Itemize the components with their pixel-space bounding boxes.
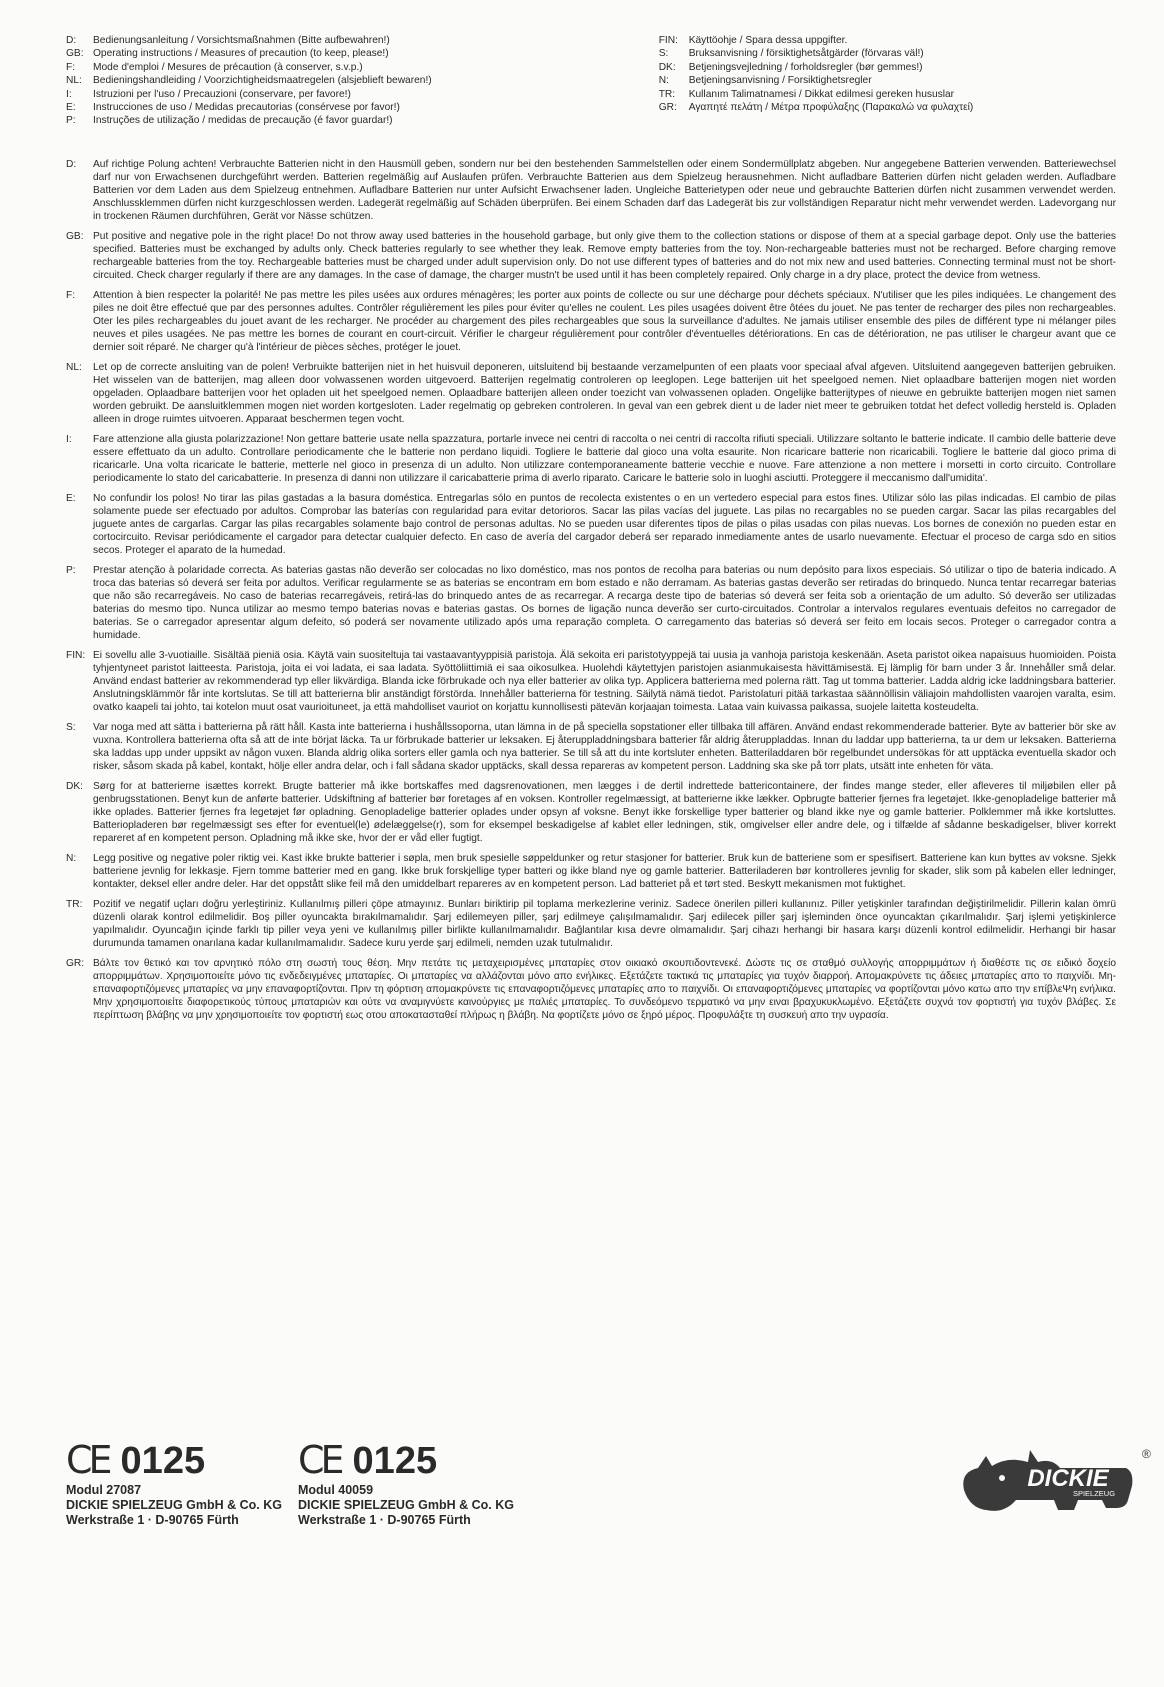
section-it [66,433,1116,485]
section-se [66,721,1116,773]
language-code: P: [66,115,76,127]
language-code: FIN: [658,35,678,46]
section-text: Auf richtige Polung achten! Verbrauchte Batterien nicht in den Hausmüll geben, sondern nur bei den bestehenden Sammelstellen oder einem Sondermüllplatz abgeben. Nur angegebene Batterien verwenden. Batteriewechsel darf nur von Erwachsenen durchgeführt werden. Batterien regelmäßig auf Auslaufen prüfen. Verbrauchte Batterien aus dem Spielzeug herausnehmen. Nicht aufladbare Batterien dürfen nicht geladen werden. Aufladbare Batterien vor dem Laden aus dem Spielzeug entnehmen. Aufladbare Batterien nur unter Aufsicht Erwachsener laden. Ungleiche Batterietypen oder neue und gebrauchte Batterien dürfen nicht zusammen verwendet werden. Anschlussklemmen dürfen nicht kurzgeschlossen werden. Ladegerät regelmäßig auf Schäden überprüfen. Bei einem Schaden darf das Ladegerät bis zur vollständigen Reparatur nicht mehr verwendet werden. Ladevorgang nur in trockenen Räumen durchführen, Gerät vor Nässe schützen. [93,159,1116,222]
section-code: FIN: [66,650,86,661]
language-code: D: [66,35,77,46]
section-text: No confundir los polos! No tirar las pilas gastadas a la basura doméstica. Entregarlas sólo en puntos de recolecta existentes o en un vertedero especial para estos fines. Utilizar sólo las pilas indicadas. El cambio de pilas solamente puede ser efectuado por adultos. Comprobar las baterías con regularidad para evitar detorioros. Sacar las pilas vacías del juguete. Las pilas no recargables no se pueden cargar. Sacar las pilas recargables del juguete antes de cargarlas. Cargar las pilas recargables solamente bajo control de personas adultas. No se pueden usar diferentes tipos de pilas o pilas usadas con pilas nuevas. Los bornes de conexión no pueden estar en cortocircuito. Revisar periódicamente el cargador para detectar cualquier defecto. En caso de avería del cargador deberá ser reparado inmediamente antes de usarlo nuevamente. Efectuar el proceso de carga sdo en sitios secos. Proteger el aparato de la humedad. [93,493,1116,556]
language-list-left [66,34,591,128]
header-title: Istruzioni per l'uso / Precauzioni (conservare, per favore!) [93,88,351,100]
language-code: S: [658,48,669,60]
header-title: Αγαπητέ πελάτη / Μέτρα προφύλαξης (Παρακαλώ να φυλαχτεί) [688,102,974,114]
logo-word: DICKIE [1027,1465,1109,1492]
header-row [66,101,591,114]
header-title: Instrucciones de uso / Medidas precautorias (consérvese por favor!) [93,102,400,114]
section-gr [66,957,1116,1022]
language-header [66,34,1124,128]
language-code: GB: [66,48,84,60]
footer [66,1438,1151,1558]
section-code: S: [66,722,76,733]
section-fr [66,289,1116,354]
section-nl [66,361,1116,426]
section-text: Var noga med att sätta i batterierna på rätt håll. Kasta inte batterierna i hushållssoporna, utan lämna in de på speciella sopstationer eller tillbaka till affären. Använd endast rekommenderade batterier. Byte av batterier bör ske av vuxna. Kontrollera batterierna ofta så att de inte börjat läcka. Ta ur förbrukade batterier ur leksaken. Ej återuppladdningsbara batterier får aldrig återuppladdas. Innan du laddar upp batterierna, ta ur dem ur leksaken. Batterierna ska laddas upp under uppsikt av någon vuxen. Blanda aldrig olika sorters eller gamla och nya batterier. Se till så att du inte kortsluter enheten. Batteriladdaren bör regelbundet undersökas för att upptäcka eventuella skador och risker, såsom skada på kabel, kontakt, hölje eller andra delar, och i fall sådana skador upptäcks, skall dessa repareras av kompetent person. Laddning ska ske på torr plats, utsätt inte enheten för väta. [93,722,1116,772]
section-code: GR: [66,958,85,969]
section-text: Pozitif ve negatif uçları doğru yerleştiriniz. Kullanılmış pilleri çöpe atmayınız. Bunları biriktirip pil toplama merkezlerine veriniz. Sadece önerilen pilleri kullanınız. Piller yetişkinler tarafından değiştirilmelidir. Pillerin kalan ömrü düzenli olarak kontrol edilmelidir. Boş piller oyuncakta bırakılmamalıdır. Şarj edilemeyen piller, şarj edilmeye çalışılmamalıdır. Şarj edilecek piller şarj işleminden önce oyuncaktan çıkarılmalıdır. Şarj işlemi yetişkinlerce yapılmalıdır. Oyuncağın içinde farklı tip piller veya yeni ve kullanılmış piller birlikte kullanılmamalıdır. Bağlantılar kısa devre olmamalıdır. Şarj cihazı herhangi bir hasara karşı düzenli kontrol edilmelidir. Herhangi bir hasar durumunda tamamen onarılana kadar kullanılmamalıdır. Sadece kuru yerde şarj edilmeli, nemden uzak tutulmalıdır. [93,899,1116,949]
modul-number: Modul 40059 [298,1483,374,1497]
header-title: Betjeningsvejledning / forholdsregler (bør gemmes!) [688,61,923,73]
section-es [66,492,1116,557]
section-code: GB: [66,231,84,242]
header-title: Bruksanvisning / försiktighetsåtgärder (förvaras väl!) [688,48,924,60]
section-dk [66,780,1116,845]
ce-line [298,1438,538,1483]
company-address: Werkstraße 1 · D-90765 Fürth [66,1513,239,1527]
section-code: E: [66,493,76,504]
instructions-body [66,158,1116,1029]
header-row [659,47,1124,60]
certification-block [298,1438,538,1528]
language-code: F: [66,61,76,73]
section-text: Fare attenzione alla giusta polarizzazione! Non gettare batterie usate nella spazzatura, portarle invece nei centri di raccolta o nei centri di raccolta rifiuti speciali. Utilizzare soltanto le batterie indicate. Il cambio delle batterie deve essere effettuato da un adulto. Controllare periodicamente che le batterie non perdano liquidi. Togliere le batterie dal gioco una volta esaurite. Non ricaricare batterie non ricaricabili. Togliere le batterie dal gioco prima di ricaricarle. Una volta ricaricate le batterie, metterle nel gioco in presenza di un adulto. Non utilizzare contemporaneamente batterie vecchie e nuove. Fare attenzione a non mettere i morsetti in corto circuito. Controllare periodicamente lo stato del caricabatterie. In presenza di danni non utilizzare il caricabatterie prima di averlo riparato. Caricare le batterie solo in luoghi asciutti. Proteggere il meccanismo dall'umidita'. [93,434,1116,484]
language-list-right [659,34,1124,128]
section-no [66,852,1116,891]
header-row [66,74,591,87]
ce-line [66,1438,306,1483]
notified-body-number: 0125 [352,1440,438,1482]
section-code: F: [66,290,76,301]
section-text: Put positive and negative pole in the right place! Do not throw away used batteries in the household garbage, but only give them to the collection stations or dispose of them at a special garbage depot. Only use the batteries specified. Batteries must be exchanged by adults only. Check batteries regularly to see whether they leak. Remove empty batteries from the toy. Non-rechargeable batteries must not be recharged. Before charging remove rechargeable batteries from the toy. Rechargeable batteries must be charged under adult supervision only. Do not use different types of batteries and do not mix new and used batteries. Connecting terminal must not be short-circuited. Check charger regularly if there are any damages. In the case of damage, the charger mustn't be used until it has been completely repaired. Only charge in a dry place, protect the device from wetness. [93,231,1116,281]
section-de [66,158,1116,223]
section-text: Legg positive og negative poler riktig vei. Kast ikke brukte batterier i søpla, men bruk spesielle søppeldunker og retur stasjoner for batterier. Bruk kun de batteriene som er spesifisert. Batteriene kan kun byttes av voksne. Sjekk batteriene jevnlig for lekkasje. Fjern tomme batterier med en gang. Ikke bruk forskjellige typer batteri og ikke bland nye og gamle batterier. Batteriladeren bør kontrolleres jevnlig for skader, slik som på kabelen eller ledninger, kontakter, deksel eller andre deler. Har det oppstått slike feil må den umiddelbart repareres av en kompetent person. Lad batteriet på et tørt sted. Beskytt mekanismen mot fuktighet. [93,853,1116,890]
header-title: Bedienungsanleitung / Vorsichtsmaßnahmen (Bitte aufbewahren!) [93,35,390,46]
section-text: Let op de correcte ansluiting van de polen! Verbruikte batterijen niet in het huisvuil deponeren, uitsluitend bij bestaande verzamelpunten of een plaats voor speciaal afval afgeven. Uitsluitend aangegeven batterijen gebruiken. Het wisselen van de batterijen, mag alleen door volwassenen worden uitgevoerd. Batterijen regelmatig controleren op leeglopen. Lege batterijen uit het speelgoed nemen. Niet oplaadbare batterijen mogen niet worden opgeladen. Oplaadbare batterijen voor het opladen uit het speelgoed nemen. Oplaadbare batterijen alleen onder toezicht van volwassenen opladen. Ongelijke batterijtypes of nieuwe en gebruikte batterijen mogen niet samen worden gebruikt. De aansluitklemmen mogen niet worden kortgesloten. Lader regelmatig op gebreken controleren. In geval van een gebrek dient u de lader niet meer te gebruiken totdat het defect volledig hersteld is. Opladen alleen in droge ruimtes uitvoeren. Apparaat beschermen tegen vocht. [93,362,1116,425]
company-name: DICKIE SPIELZEUG GmbH & Co. KG [298,1498,514,1512]
section-code: N: [66,853,77,864]
company-address: Werkstraße 1 · D-90765 Fürth [298,1513,471,1527]
language-code: N: [658,75,669,87]
section-tr [66,898,1116,950]
section-text: Sørg for at batterierne isættes korrekt. Brugte batterier må ikke bortskaffes med dagsrenovationen, men lægges i de dertil indrettede battericontainere, der findes mange steder, eller afleveres til miljøbilen eller på genbrugsstationen. Benyt kun de anførte batterier. Udskiftning af batterier bør foretages af en voksen. Kontroller regelmæssigt, at batterierne ikke lækker. Opbrugte batterier fjernes fra legetøjet. Ikke-genopladelige batterier må ikke oplades. Batterier fjernes fra legetøjet før opladning. Genopladelige batterier oplades under opsyn af voksne. Benyt ikke forskellige typer batterier og bland ikke nye og gamle batterier. Polklemmer må ikke kortsluttes. Batteriopladeren bør regelmæssigt ses efter for eventuel(le) ødelæggelse(r), som for eksempel beskadigelse af kablet eller ledningen, stik, omgivelser eller andre dele, og i tilfælde af sådanne beskadigelser, bliver korrekt repareret af en kompetent person. Opladning må ikke ske, hvor der er våd eller fugtigt. [93,781,1116,844]
header-title: Betjeningsanvisning / Forsiktighetsregler [688,75,872,87]
ce-mark-icon: CE [298,1438,341,1482]
header-row [66,88,591,101]
language-code: NL: [66,75,82,87]
section-text: Attention à bien respecter la polarité! Ne pas mettre les piles usées aux ordures ménagères; les porter aux points de collecte ou sur une décharge pour déchets spéciaux. N'utiliser que les piles indiquées. Le changement des piles ne doit être effectué que par des personnes adultes. Contrôler régulièrement les piles pour éviter qu'elles ne coulent. Les piles usagées doivent être ôtées du jouet. Ne pas tenter de recharger des piles non rechargeables. Oter les piles rechargeables du jouet avant de les recharger. Ne procéder au chargement des piles rechargeables que sous la surveillance d'adultes. Ne jamais utiliser ensemble des piles de différent type ni mélanger piles neuves et piles usagées. Ne pas mettre les bornes de courant en court-circuit. Vérifier le chargeur régulièrement pour contrôler d'éventuelles détériorations. En cas de détérioration, ne pas utiliser le chargeur avant que ce dernier soit réparé. Ne charger qu'à l'intérieur de pièces sèches, protéger le jouet. [93,290,1116,353]
notified-body-number: 0125 [120,1440,206,1482]
section-text: Prestar atenção à polaridade correcta. As baterias gastas não deverão ser colocadas no lixo doméstico, mas nos pontos de recolha para baterias ou num depósito para lixos especiais. Só utilizar o tipo de bateria indicado. A troca das baterias só deverá ser feita por adultos. Verificar regularmente se as baterias se encontram em bom estado e não derramam. As baterias gastas deverão ser retiradas do brinquedo. Nunca tentar recarregar baterias que não são recarregáveis. No caso de baterias recarregáveis, retirá-las do brinquedo antes de as recarregar. A recarga deste tipo de baterias só deverá ser feita sob a orientação de um adulto. Só deverão ser utilizadas baterias do mesmo tipo. Nunca utilizar ao mesmo tempo baterias novas e baterias gastas. Os bornes de ligação nunca deverão ser curto-circuitados. Controlar a intervalos regulares eventuais defeitos no carregador de baterias. Se o carregador apresentar algum defeito, só poderá ser novamente utilizado após uma reparação completa. O carregamento das baterias só deverá ser feito em locais secos. Proteger o carregador contra a humidade. [93,565,1116,641]
section-code: P: [66,565,76,576]
header-title: Bedieningshandleiding / Voorzichtigheidsmaatregelen (alsjeblieft bewaren!) [93,75,432,87]
ce-mark-icon: CE [66,1438,109,1482]
header-row [66,47,591,60]
header-row [66,34,591,47]
header-title: Mode d'emploi / Mesures de précaution (à conserver, s.v.p.) [93,61,363,73]
section-gb [66,230,1116,282]
certification-block [66,1438,306,1528]
header-title: Kullanım Talimatnamesi / Dikkat edilmesi gereken hususlar [688,88,955,100]
section-pt [66,564,1116,642]
modul-number: Modul 27087 [66,1483,142,1497]
dickie-logo [956,1438,1156,1518]
header-row [659,88,1124,101]
language-code: GR: [658,102,677,114]
logo-sub: SPIELZEUG [1072,1489,1116,1498]
language-code: DK: [658,61,676,73]
section-text: Ei sovellu alle 3-vuotiaille. Sisältää pieniä osia. Käytä vain suositeltuja tai vastaavantyyppisiä paristoja. Älä sekoita eri paristotyyppejä tai uusia ja vanhoja paristoja keskenään. Aseta paristot oikea napaisuus huomioiden. Poista tyhjentyneet paristot laitteesta. Paristoja, joita ei voi ladata, ei saa ladata. Syöttöliittimiä ei saa oikosulkea. Huolehdi käytettyjen paristojen asianmukaisesta hävittämisestä. Ej lämplig för barn under 3 år. Innehåller små delar. Använd endast batterier av rekommenderad typ eller likvärdiga. Blanda icke förbrukade och nya eller batterier av olika typ. Applicera batterierna med polerna rätt. Tag ut tomma batterier. Ladda aldrig icke laddningsbara batterier. Anslutningsklämmör får inte kortslutas. Se till att batterierna blir anständigt förstörda. Innehåller batterierna för testning. Säilytä nämä tiedot. Paristolaturi pitää tarkastaa säännöllisin väliajoin mahdollisten vaarojen varalta, esim. ovatko kaapeli tai johto, tai kotelon muut osat vaurioituneet, ja että mahdolliset vauriot on korjattu kunnollisesti pätevän korjaajan toimesta. Lataa vain kuivassa paikassa, suojele laitetta kosteudelta. [93,650,1116,713]
language-code: I: [66,88,72,100]
header-row [659,61,1124,74]
header-row [66,114,591,127]
section-code: TR: [66,899,83,910]
section-fin [66,649,1116,714]
section-text: Βάλτε τον θετικό και τον αρνητικό πόλο στη σωστή τους θέση. Μην πετάτε τις μεταχειρισμένες μπαταρίες στον οικιακό σκουπιδοντενεκέ. Δώστε τις σε σταθμό συλλογής απορριμμάτων ή διαθέστε τις σε ειδικό δοχείο απορριμμάτων. Χρησιμοποιείτε μόνο τις ενδεδειγμένες μπαταρίες. Οι μπαταρίες να αλλάζονται μόνο απο ενήλικες. Εξετάζετε τακτικά τις μπαταρίες για τυχόν διαρροή. Απομακρύνετε τις άδειες μπαταρίες απο το παιχνίδι. Μη-επαναφορτιζόμενες μπαταρίες να μην επαναφορτίζονται. Πριν τη φόρτιση απομακρύνετε τις επαναφορτιζόμενες μπαταρίες απο το παιχνίδι. Οι επαναφορτιζόμενες μπαταρίες να φορτίζονται μόνο κατω απο την επίβλεΨη ενήλικα. Μην χρησιμοποιείτε διαφορετικούς τύπους μπαταριών και ούτε να αναμιγνύετε καινούργιες με παλιές μπαταρίες. Το συνδεόμενο τερματικό να μην ειναι βραχυκυκλωμένο. Εξετάζετε συχνά τον φορτιστή για τυχόν βλάβες. Σε περίπτωση βλάβης να μην χρησιμοποιείτε τον φορτιστή εως οτου αποκατασταθεί πλήρως η βλάβη. Να φορτίζετε μόνο σε ξηρό μέρος. Προφυλάξτε τη συσκευή απο την υγρασία. [93,958,1116,1021]
section-code: D: [66,159,77,170]
company-name: DICKIE SPIELZEUG GmbH & Co. KG [66,1498,282,1512]
registered-mark: ® [1142,1447,1151,1461]
section-code: I: [66,434,72,445]
language-code: E: [66,102,76,114]
header-row [659,101,1124,114]
header-row [66,61,591,74]
header-title: Käyttöohje / Spara dessa uppgifter. [688,35,848,46]
header-row [659,74,1124,87]
header-title: Operating instructions / Measures of precaution (to keep, please!) [93,48,389,60]
section-code: DK: [66,781,83,792]
language-code: TR: [658,88,676,100]
section-code: NL: [66,362,82,373]
header-row [659,34,1124,47]
header-title: Instruções de utilização / medidas de precaução (é favor guardar!) [93,115,393,127]
